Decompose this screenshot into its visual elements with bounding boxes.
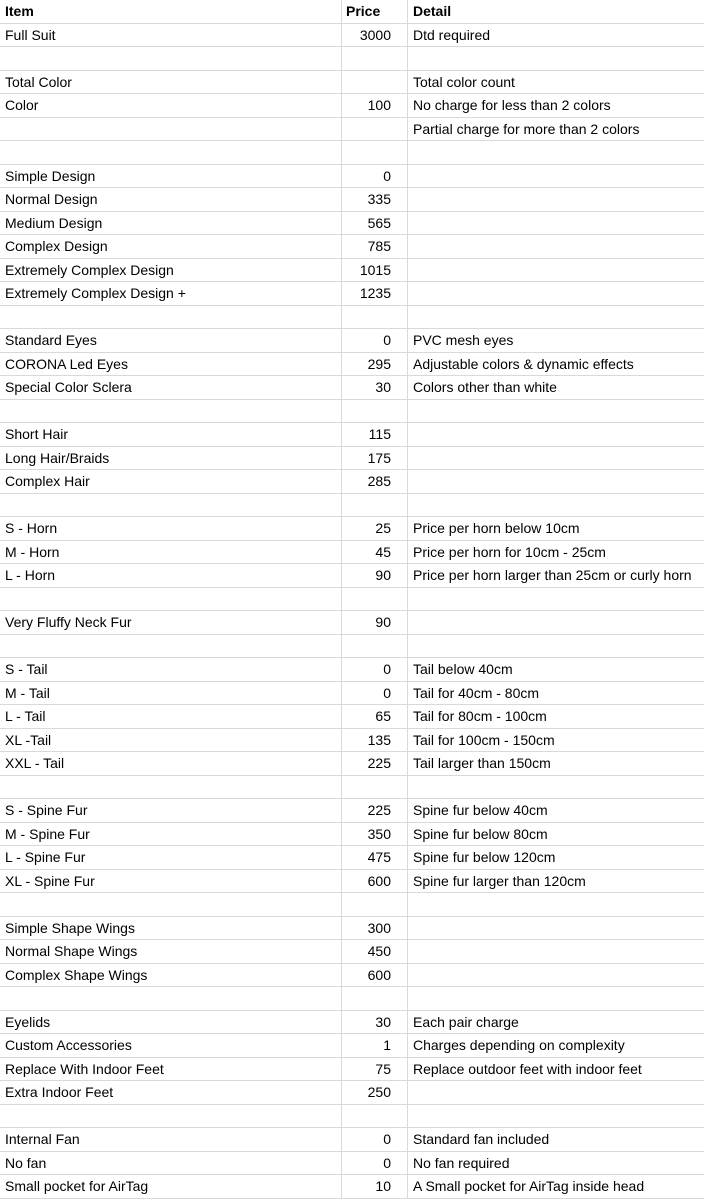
cell-item[interactable]: Full Suit: [0, 24, 342, 47]
cell-price[interactable]: 30: [342, 1011, 408, 1034]
cell-price[interactable]: 115: [342, 423, 408, 446]
table-row: [0, 447, 704, 471]
cell-item[interactable]: [0, 893, 342, 916]
cell-item[interactable]: Long Hair/Braids: [0, 447, 342, 470]
cell-item[interactable]: CORONA Led Eyes: [0, 353, 342, 376]
table-row: [0, 470, 704, 494]
cell-item[interactable]: Normal Design: [0, 188, 342, 211]
cell-item[interactable]: L - Tail: [0, 705, 342, 728]
table-row: [0, 964, 704, 988]
table-row: [0, 893, 704, 917]
cell-item[interactable]: L - Horn: [0, 564, 342, 587]
cell-item[interactable]: Standard Eyes: [0, 329, 342, 352]
cell-item[interactable]: Eyelids: [0, 1011, 342, 1034]
cell-item[interactable]: [0, 47, 342, 70]
cell-detail[interactable]: Colors other than white: [413, 379, 557, 396]
cell-price[interactable]: 785: [342, 235, 408, 258]
cell-detail[interactable]: [408, 917, 704, 940]
table-row: [0, 658, 704, 682]
cell-detail[interactable]: Spine fur larger than 120cm: [413, 872, 586, 889]
cell-price[interactable]: 295: [342, 353, 408, 376]
cell-item[interactable]: Extra Indoor Feet: [0, 1081, 342, 1104]
table-row: [0, 235, 704, 259]
cell-price[interactable]: 0: [342, 1152, 408, 1175]
cell-price[interactable]: 350: [342, 823, 408, 846]
table-row: [0, 1175, 704, 1199]
cell-price[interactable]: 0: [342, 658, 408, 681]
cell-price[interactable]: 225: [342, 752, 408, 775]
cell-detail[interactable]: [408, 400, 704, 423]
cell-price[interactable]: 175: [342, 447, 408, 470]
cell-price[interactable]: 250: [342, 1081, 408, 1104]
cell-item[interactable]: Medium Design: [0, 212, 342, 235]
table-row: [0, 917, 704, 941]
header-row: [0, 0, 704, 24]
cell-price[interactable]: [342, 118, 408, 141]
table-row: [0, 306, 704, 330]
cell-price[interactable]: 300: [342, 917, 408, 940]
cell-detail[interactable]: Price per horn below 10cm: [413, 520, 580, 537]
cell-item[interactable]: L - Spine Fur: [0, 846, 342, 869]
cell-item[interactable]: Total Color: [0, 71, 342, 94]
cell-item[interactable]: Extremely Complex Design: [0, 259, 342, 282]
table-row: [0, 541, 704, 565]
cell-item[interactable]: Simple Shape Wings: [0, 917, 342, 940]
cell-item[interactable]: Small pocket for AirTag: [0, 1175, 342, 1198]
cell-detail[interactable]: Tail for 80cm - 100cm: [413, 708, 547, 725]
table-row: [0, 494, 704, 518]
cell-detail[interactable]: [408, 235, 704, 258]
header-detail[interactable]: Detail: [413, 3, 452, 20]
cell-item[interactable]: S - Horn: [0, 517, 342, 540]
table-row: [0, 564, 704, 588]
table-row: [0, 729, 704, 753]
header-item[interactable]: Item: [0, 0, 342, 23]
cell-price[interactable]: 565: [342, 212, 408, 235]
cell-item[interactable]: S - Tail: [0, 658, 342, 681]
cell-price[interactable]: [342, 776, 408, 799]
cell-detail[interactable]: [408, 212, 704, 235]
cell-item[interactable]: S - Spine Fur: [0, 799, 342, 822]
table-row: [0, 682, 704, 706]
cell-detail[interactable]: [408, 188, 704, 211]
table-row: [0, 118, 704, 142]
cell-price[interactable]: 90: [342, 611, 408, 634]
table-row: [0, 776, 704, 800]
cell-detail[interactable]: [408, 447, 704, 470]
cell-detail[interactable]: [408, 470, 704, 493]
table-row: [0, 1058, 704, 1082]
cell-price[interactable]: 3000: [342, 24, 408, 47]
table-row: [0, 588, 704, 612]
cell-price[interactable]: [342, 306, 408, 329]
table-row: [0, 1128, 704, 1152]
cell-item[interactable]: [0, 635, 342, 658]
table-row: [0, 24, 704, 48]
cell-price[interactable]: [342, 494, 408, 517]
cell-detail[interactable]: Tail for 100cm - 150cm: [413, 731, 555, 748]
table-row: [0, 329, 704, 353]
table-row: [0, 353, 704, 377]
cell-price[interactable]: 30: [342, 376, 408, 399]
cell-price[interactable]: 475: [342, 846, 408, 869]
cell-detail[interactable]: Price per horn for 10cm - 25cm: [413, 543, 606, 560]
cell-item[interactable]: Complex Shape Wings: [0, 964, 342, 987]
cell-item[interactable]: Complex Design: [0, 235, 342, 258]
table-row: [0, 870, 704, 894]
cell-detail[interactable]: Tail for 40cm - 80cm: [413, 684, 540, 701]
cell-price[interactable]: 600: [342, 964, 408, 987]
cell-price[interactable]: [342, 893, 408, 916]
cell-price[interactable]: [342, 635, 408, 658]
table-row: [0, 940, 704, 964]
cell-detail[interactable]: No fan required: [413, 1154, 510, 1171]
cell-detail[interactable]: [408, 1081, 704, 1104]
cell-item[interactable]: [0, 987, 342, 1010]
header-price[interactable]: Price: [342, 0, 408, 23]
cell-detail[interactable]: Spine fur below 40cm: [413, 802, 548, 819]
cell-detail[interactable]: [408, 611, 704, 634]
cell-item[interactable]: XL - Spine Fur: [0, 870, 342, 893]
table-row: [0, 282, 704, 306]
table-row: [0, 259, 704, 283]
cell-detail[interactable]: [408, 964, 704, 987]
cell-price[interactable]: 135: [342, 729, 408, 752]
cell-price[interactable]: 600: [342, 870, 408, 893]
cell-detail[interactable]: [408, 141, 704, 164]
table-row: [0, 846, 704, 870]
cell-detail[interactable]: Tail larger than 150cm: [413, 755, 551, 772]
cell-price[interactable]: [342, 1105, 408, 1128]
cell-price[interactable]: 0: [342, 1128, 408, 1151]
table-row: [0, 1105, 704, 1129]
cell-item[interactable]: Internal Fan: [0, 1128, 342, 1151]
cell-item[interactable]: Custom Accessories: [0, 1034, 342, 1057]
cell-price[interactable]: [342, 141, 408, 164]
table-row: [0, 823, 704, 847]
table-row: [0, 47, 704, 71]
table-row: [0, 188, 704, 212]
cell-detail[interactable]: Adjustable colors & dynamic effects: [413, 355, 634, 372]
cell-detail[interactable]: [408, 259, 704, 282]
cell-detail[interactable]: [408, 306, 704, 329]
cell-item[interactable]: [0, 588, 342, 611]
table-row: [0, 635, 704, 659]
cell-item[interactable]: XXL - Tail: [0, 752, 342, 775]
cell-detail[interactable]: PVC mesh eyes: [413, 332, 514, 349]
table-row: [0, 1081, 704, 1105]
cell-price[interactable]: [342, 588, 408, 611]
cell-price[interactable]: 285: [342, 470, 408, 493]
cell-price[interactable]: 10: [342, 1175, 408, 1198]
cell-price[interactable]: 65: [342, 705, 408, 728]
cell-detail[interactable]: Standard fan included: [413, 1131, 550, 1148]
cell-detail[interactable]: [408, 47, 704, 70]
table-row: [0, 517, 704, 541]
cell-price[interactable]: 335: [342, 188, 408, 211]
cell-item[interactable]: [0, 400, 342, 423]
cell-price[interactable]: 90: [342, 564, 408, 587]
cell-price[interactable]: [342, 987, 408, 1010]
cell-item[interactable]: Replace With Indoor Feet: [0, 1058, 342, 1081]
cell-detail[interactable]: [408, 940, 704, 963]
cell-detail[interactable]: Each pair charge: [413, 1013, 519, 1030]
table-row: [0, 141, 704, 165]
cell-item[interactable]: [0, 1105, 342, 1128]
cell-item[interactable]: Short Hair: [0, 423, 342, 446]
cell-detail[interactable]: [408, 1105, 704, 1128]
cell-price[interactable]: [342, 71, 408, 94]
cell-price[interactable]: 0: [342, 165, 408, 188]
table-row: [0, 987, 704, 1011]
table-row: [0, 752, 704, 776]
table-row: [0, 400, 704, 424]
cell-item[interactable]: [0, 141, 342, 164]
cell-price[interactable]: [342, 400, 408, 423]
table-row: [0, 705, 704, 729]
cell-detail[interactable]: [408, 165, 704, 188]
cell-item[interactable]: M - Spine Fur: [0, 823, 342, 846]
cell-detail[interactable]: Charges depending on complexity: [413, 1037, 625, 1054]
cell-item[interactable]: Color: [0, 94, 342, 117]
cell-price[interactable]: 1235: [342, 282, 408, 305]
cell-item[interactable]: Extremely Complex Design +: [0, 282, 342, 305]
cell-price[interactable]: 25: [342, 517, 408, 540]
table-row: [0, 799, 704, 823]
table-row: [0, 423, 704, 447]
cell-detail[interactable]: Total color count: [413, 73, 515, 90]
cell-detail[interactable]: Replace outdoor feet with indoor feet: [413, 1060, 642, 1077]
cell-price[interactable]: [342, 47, 408, 70]
cell-detail[interactable]: Dtd required: [413, 26, 491, 43]
cell-detail[interactable]: [408, 588, 704, 611]
cell-price[interactable]: 0: [342, 329, 408, 352]
table-row: [0, 1152, 704, 1176]
cell-detail[interactable]: [408, 494, 704, 517]
cell-detail[interactable]: [408, 282, 704, 305]
table-row: [0, 376, 704, 400]
cell-detail[interactable]: Spine fur below 120cm: [413, 849, 556, 866]
cell-detail[interactable]: [408, 423, 704, 446]
cell-item[interactable]: [0, 118, 342, 141]
table-row: [0, 212, 704, 236]
cell-detail[interactable]: Tail below 40cm: [413, 661, 513, 678]
cell-detail[interactable]: Price per horn larger than 25cm or curly horn: [413, 567, 692, 584]
cell-item[interactable]: [0, 494, 342, 517]
cell-detail[interactable]: A Small pocket for AirTag inside head: [413, 1178, 645, 1195]
cell-price[interactable]: 1015: [342, 259, 408, 282]
table-row: [0, 1011, 704, 1035]
cell-item[interactable]: Special Color Sclera: [0, 376, 342, 399]
cell-item[interactable]: Very Fluffy Neck Fur: [0, 611, 342, 634]
cell-item[interactable]: [0, 776, 342, 799]
cell-item[interactable]: M - Tail: [0, 682, 342, 705]
table-row: [0, 94, 704, 118]
cell-price[interactable]: 45: [342, 541, 408, 564]
table-row: [0, 1034, 704, 1058]
cell-item[interactable]: [0, 306, 342, 329]
cell-item[interactable]: Simple Design: [0, 165, 342, 188]
cell-detail[interactable]: Partial charge for more than 2 colors: [413, 120, 640, 137]
cell-item[interactable]: M - Horn: [0, 541, 342, 564]
cell-price[interactable]: 0: [342, 682, 408, 705]
cell-item[interactable]: Normal Shape Wings: [0, 940, 342, 963]
cell-detail[interactable]: No charge for less than 2 colors: [413, 97, 611, 114]
cell-detail[interactable]: [408, 987, 704, 1010]
cell-price[interactable]: 450: [342, 940, 408, 963]
cell-item[interactable]: No fan: [0, 1152, 342, 1175]
cell-price[interactable]: 1: [342, 1034, 408, 1057]
cell-item[interactable]: XL -Tail: [0, 729, 342, 752]
table-row: [0, 71, 704, 95]
cell-detail[interactable]: [408, 776, 704, 799]
cell-detail[interactable]: Spine fur below 80cm: [413, 825, 548, 842]
cell-price[interactable]: 75: [342, 1058, 408, 1081]
cell-price[interactable]: 225: [342, 799, 408, 822]
cell-detail[interactable]: [408, 893, 704, 916]
cell-price[interactable]: 100: [342, 94, 408, 117]
table-row: [0, 165, 704, 189]
cell-item[interactable]: Complex Hair: [0, 470, 342, 493]
cell-detail[interactable]: [408, 635, 704, 658]
table-row: [0, 611, 704, 635]
